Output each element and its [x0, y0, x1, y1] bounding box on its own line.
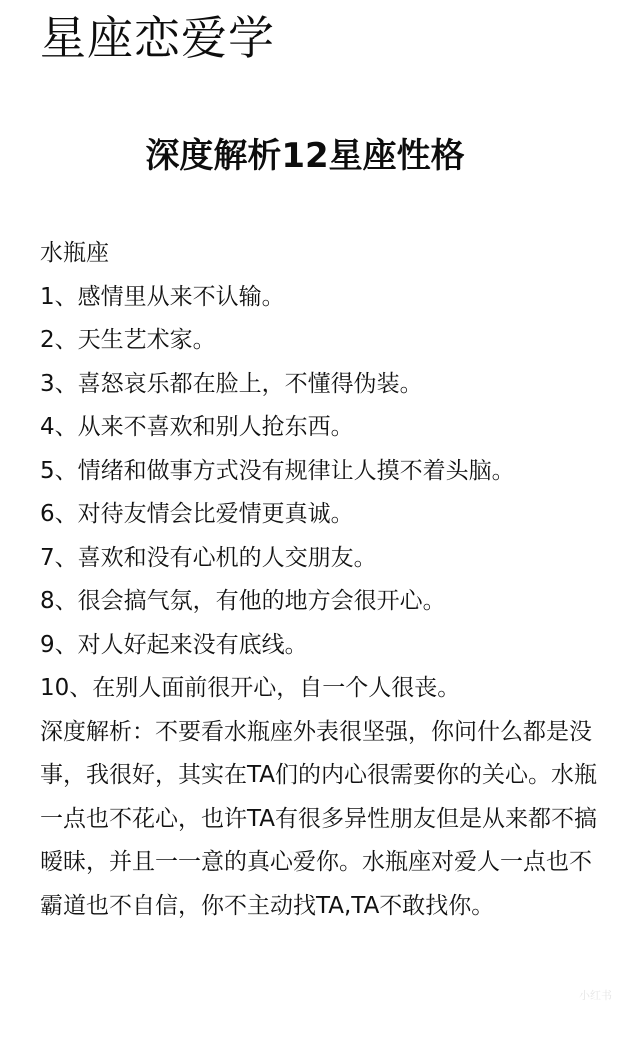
zodiac-sign-label: 水瓶座: [40, 240, 109, 266]
analysis-paragraph: 深度解析：不要看水瓶座外表很坚强，你问什么都是没事，我很好，其实在TA们的内心很需要你的关心。水瓶一点也不花心，也许TA有很多异性朋友但是从来都不搞暧昧，并且一一意的真心爱你。水瓶座对爱人一点也不霸道也不自信，你不主动找TA,TA不敢找你。: [40, 718, 597, 919]
trait-item-9: 9、对人好起来没有底线。: [40, 631, 308, 658]
trait-item-7: 7、喜欢和没有心机的人交朋友。: [40, 544, 377, 571]
trait-item-8: 8、很会搞气氛，有他的地方会很开心。: [40, 588, 446, 614]
trait-item-5: 5、情绪和做事方式没有规律让人摸不着头脑。: [40, 457, 515, 484]
article-body: [40, 232, 600, 928]
trait-item-4: 4、从来不喜欢和别人抢东西。: [40, 414, 354, 440]
trait-item-6: 6、对待友情会比爱情更真诚。: [40, 501, 354, 527]
trait-item-10: 10、在别人面前很开心，自一个人很丧。: [40, 675, 461, 701]
trait-item-1: 1、感情里从来不认输。: [40, 283, 285, 310]
trait-item-3: 3、喜怒哀乐都在脸上，不懂得伪装。: [40, 370, 423, 397]
watermark-logo: 小红书: [579, 989, 612, 1002]
article-heading: 深度解析12星座性格: [145, 136, 465, 176]
trait-item-2: 2、天生艺术家。: [40, 327, 216, 353]
brand-title: 星座恋爱学: [40, 11, 275, 65]
